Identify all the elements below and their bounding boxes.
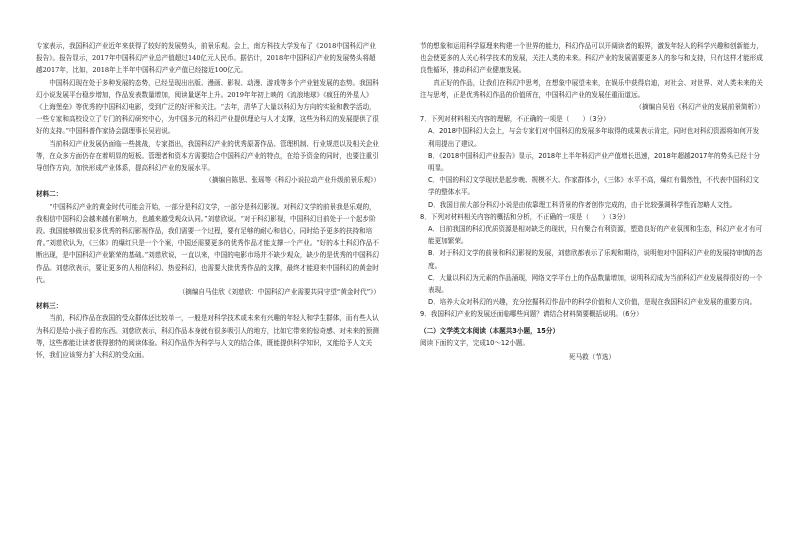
material-label: 材料二： [36, 190, 63, 199]
paragraph: 中国科幻现在处于多种发展的态势，已经呈现出出版、漫画、影视、动漫、游戏等多个产业链发展的态势。我国科幻小说发展平台稳步增加，作品发表数量增加，阅读量逐年上升。2019年年初上映的《流浪地球》《疯狂的外星人》《上海堡垒》等优秀的中国科幻电影，受到广泛的好评和关注。“去年，清华了大量以科幻为方向的实验和教学活动，一些专家和高校设立了专门的科幻研究中心，为中国多元的科幻产业提供理论与人才支撑，这些为科幻的发展提供了很好的支持。”中国科普作家协会副理事长吴岩说。 [36, 78, 379, 136]
question-8: 8．下列对材料相关内容的概括和分析，不正确的一项是（ ）（3分） [420, 212, 630, 221]
question-8-option-d: D．培养大众对科幻的兴趣，充分挖掘科幻作品中的科学价值和人文价值，是现在我国科幻产业发展的重要方向。 [428, 298, 757, 307]
question-7: 7．下列对材料相关内容的理解，不正确的一项是（ ）（3分） [420, 115, 610, 124]
question-7-option-b: B．《2018中国科幻产业报告》显示，2018年上半年科幻产业产值增长迅速，2018年超越2017年的势头已经十分明显。 [428, 151, 761, 173]
question-7-option-c: C．中国的科幻文学现状是起步晚、规模不大、作家群体小，《三体》水平不高，爆红有偶然性，不代表中国科幻文学的整体水平。 [428, 176, 759, 197]
section-heading: （二）文学类文本阅读（本题共3小题，15分） [420, 326, 560, 335]
right-column [420, 40, 764, 363]
question-7-option-d: D．我国目前大部分科幻小说是由依靠理工科背景的作者创作完成的，由于比较强调科学性而忽略人文性。 [428, 200, 737, 209]
question-9: 9．我国科幻产业的发展还面临哪些问题？请结合材料简要概括说明。（6分） [420, 310, 643, 319]
section-instruction: 阅读下面的文字，完成10～12小题。 [420, 338, 530, 347]
paragraph: 专家表示，我国科幻产业近年来获得了较好的发展势头，前景乐观。会上，南方科技大学发布了《2018中国科幻产业报告》。报告显示，2017年中国科幻产业总产值超过140亿元人民币。据估计，2018年中国科幻产业的发展势头将超越2017年，比如，2018年上半年中国科幻产业产值已经接近100亿元。 [36, 42, 376, 75]
paragraph: 节的想象和运用科学原理来构建一个世界的能力，科幻作品可以开阔读者的眼界，激发年轻人的科学兴趣和创新能力，也会使更多的人关心科学技术的发展，关注人类的未来。科幻产业的发展需要更多人的参与和支持，只有这样才能形成良性循环，推动科幻产业健康发展。 [420, 42, 763, 75]
question-8-option-c: C．大量以科幻为元素的作品涌现，网络文学平台上的作品数量增加，说明科幻成为当前科幻产业发展得很好的一个表现。 [428, 273, 763, 295]
question-8-option-b: B．对于科幻文学的前景和科幻影视的发展，刘慈欣都表示了乐观和期待，说明他对中国科幻产业的发展持审慎的态度。 [428, 249, 763, 270]
source-citation: （摘编自陈思、张瑶等《科幻小说拉动产业升级前景乐观》） [205, 176, 380, 185]
story-title: 死马救（节选） [568, 353, 616, 362]
question-7-option-a: A．2018中国科幻大会上，与会专家们对中国科幻的发展多年取得的成果表示肯定，同时也对科幻资源将如何开发利用提出了建议。 [428, 127, 760, 148]
left-column [36, 40, 380, 361]
material-label: 材料三： [36, 302, 63, 311]
question-8-option-a: A．目前我国的科幻优质资源是相对缺乏的现状，只有聚合有利资源，塑造良好的产业氛围和生态，科幻产业才有可能更加繁荣。 [428, 225, 763, 246]
source-citation: （摘编自马佳欣《刘慈欣：中国科幻产业需要共同守望“黄金时代”》） [178, 288, 380, 297]
paragraph: 当前科幻产业发展仍面临一些挑战，专家指出，我国科幻产业的优秀原著作品、管理机制、行业规范以及相关企业等，在众多方面仍存在着明显的短板。管理者和资本方需要结合中国科幻产业的特点，在给予资金的同时，也要注重引导创作方向，加快形成产业体系，提高科幻产业的发展水平。 [36, 139, 379, 173]
paragraph: “中国科幻产业的黄金时代可能会开始，一部分是科幻文学，一部分是科幻影视。对科幻文学的前景我是乐观的，我相信中国科幻会越来越有影响力，也越来越受观众认同。”刘慈欣说。“对于科幻影视，中国科幻目前处于一个起步阶段。我国能够做出很多优秀的科幻影视作品，我们需要一个过程，要有足够的耐心和信心，同时给予更多的扶持和培育。”刘慈欣认为，《三体》的爆红只是一个个案，中国还需要更多的优秀作品才能支撑一个产业。“好的本土科幻作品不断出现，是中国科幻产业繁荣的基础。”刘慈欣说，一直以来，中国的电影市场并不缺少观众，缺少的是优秀的中国科幻作品。刘慈欣表示，要让更多的人相信科幻、热爱科幻，也需要大批优秀作品的支撑，最终才能迎来中国科幻的黄金时代。 [36, 202, 380, 284]
paragraph: 真正好的作品，让我们在科幻中思考，在想象中展望未来，在娱乐中获得启迪，对社会、对世界、对人类未来的关注与思考，正是优秀科幻作品的价值所在，中国科幻产业的发展任重而道远。 [420, 78, 763, 99]
source-citation: （摘编自吴岩《科幻产业的发展前景简析》） [635, 103, 764, 112]
paragraph: 当前，科幻作品在我国的受众群体还比较单一，一般是对科学技术或未来有兴趣的年轻人和学生群体，而有些人认为科幻是给小孩子看的东西。刘慈欣表示，科幻作品本身就有很多吸引人的地方，比如它带来的惊奇感、对未来的预测等，这些都能让读者获得独特的阅读体验。科幻作品作为科学与人文的结合体，既能提供科学知识，又能给予人文关怀，我们应该努力扩大科幻的受众面。 [36, 314, 379, 360]
